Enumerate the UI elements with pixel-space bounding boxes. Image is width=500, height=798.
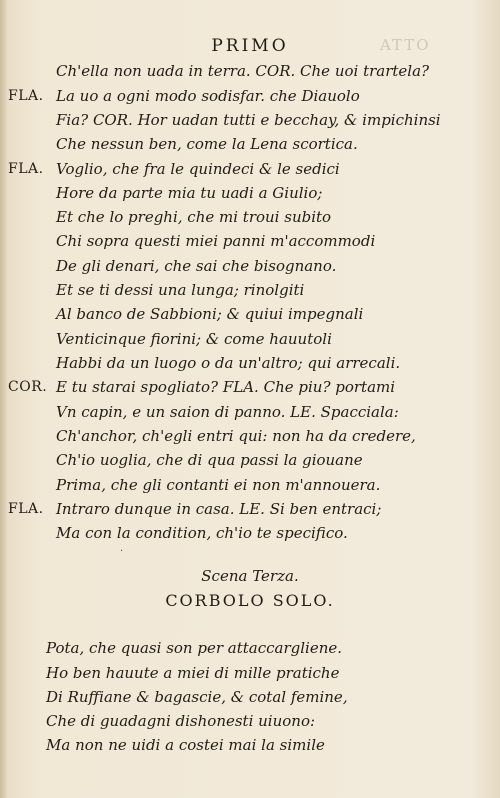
verse-text: Et se ti dessi una lunga; rinolgiti — [56, 281, 305, 299]
verse-line — [0, 473, 500, 497]
verse-text: La uo a ogni modo sodisfar. che Diauolo — [56, 87, 360, 105]
verse-text: Venticinque fiorini; & come hauutoli — [56, 330, 332, 348]
running-head: PRIMO — [211, 36, 289, 56]
verse-line — [0, 709, 500, 733]
verse-line — [0, 84, 500, 108]
verse-text: Intraro dunque in casa. LE. Si ben entraci; — [56, 500, 382, 518]
verse-line — [0, 181, 500, 205]
verse-line — [0, 132, 500, 156]
verse-text: De gli denari, che sai che bisognano. — [56, 257, 337, 275]
verse-text: E tu starai spogliato? FLA. Che piu? portami — [56, 378, 396, 396]
verse-line — [0, 229, 500, 253]
ink-speck: · — [120, 546, 124, 557]
verse-line — [0, 254, 500, 278]
verse-text: Habbi da un luogo o da un'altro; qui arrecali. — [56, 354, 401, 372]
verse-text: Ch'io uoglia, che di qua passi la giouane — [56, 451, 363, 469]
verse-text: Al banco de Sabbioni; & quiui impegnali — [56, 305, 364, 323]
verse-line — [0, 351, 500, 375]
verse-line — [0, 302, 500, 326]
verse-line — [0, 157, 500, 181]
verse-text: Ch'anchor, ch'egli entri qui: non ha da credere, — [56, 427, 416, 445]
verse-text: Voglio, che fra le quindeci & le sedici — [56, 160, 340, 178]
verse-text: Hore da parte mia tu uadi a Giulio; — [56, 184, 323, 202]
verse-line — [0, 108, 500, 132]
verse-line — [0, 375, 500, 399]
verse-line — [0, 733, 500, 757]
speaker-label: FLA. — [8, 161, 44, 177]
bleed-through-text: ATTO — [380, 36, 431, 54]
verse-text: Fia? COR. Hor uadan tutti e becchay, & impichinsi — [56, 111, 441, 129]
verse-text: Chi sopra questi miei panni m'accommodi — [56, 232, 376, 250]
verse-line — [0, 521, 500, 545]
verse-line — [0, 448, 500, 472]
verse-text: Ho ben hauute a miei di mille pratiche — [46, 664, 340, 682]
verse-text: Pota, che quasi son per attaccargliene. — [46, 639, 343, 657]
verse-text: Ma con la condition, ch'io te specifico. — [56, 524, 348, 542]
scene-subtitle: CORBOLO SOLO. — [165, 591, 335, 610]
verse-line — [0, 424, 500, 448]
verse-line — [0, 205, 500, 229]
scene-title: Scena Terza. — [201, 567, 299, 585]
verse-text: Vn capin, e un saion di panno. LE. Spacciala: — [56, 403, 399, 421]
verse-text: Et che lo preghi, che mi troui subito — [56, 208, 332, 226]
speaker-label: FLA. — [8, 88, 44, 104]
verse-line — [0, 278, 500, 302]
speaker-label: COR. — [8, 379, 48, 395]
verse-line — [0, 685, 500, 709]
verse-line — [0, 400, 500, 424]
verse-text: Che nessun ben, come la Lena scortica. — [56, 135, 358, 153]
verse-line — [0, 636, 500, 660]
verse-text: Di Ruffiane & bagascie, & cotal femine, — [46, 688, 348, 706]
verse-line — [0, 59, 500, 83]
verse-text: Prima, che gli contanti ei non m'annouera. — [56, 476, 381, 494]
verse-line — [0, 661, 500, 685]
speaker-label: FLA. — [8, 501, 44, 517]
verse-line — [0, 497, 500, 521]
verse-text: Ch'ella non uada in terra. COR. Che uoi trartela? — [56, 62, 430, 80]
verse-text: Che di guadagni dishonesti uiuono: — [46, 712, 316, 730]
verse-line — [0, 327, 500, 351]
verse-text: Ma non ne uidi a costei mai la simile — [46, 736, 325, 754]
